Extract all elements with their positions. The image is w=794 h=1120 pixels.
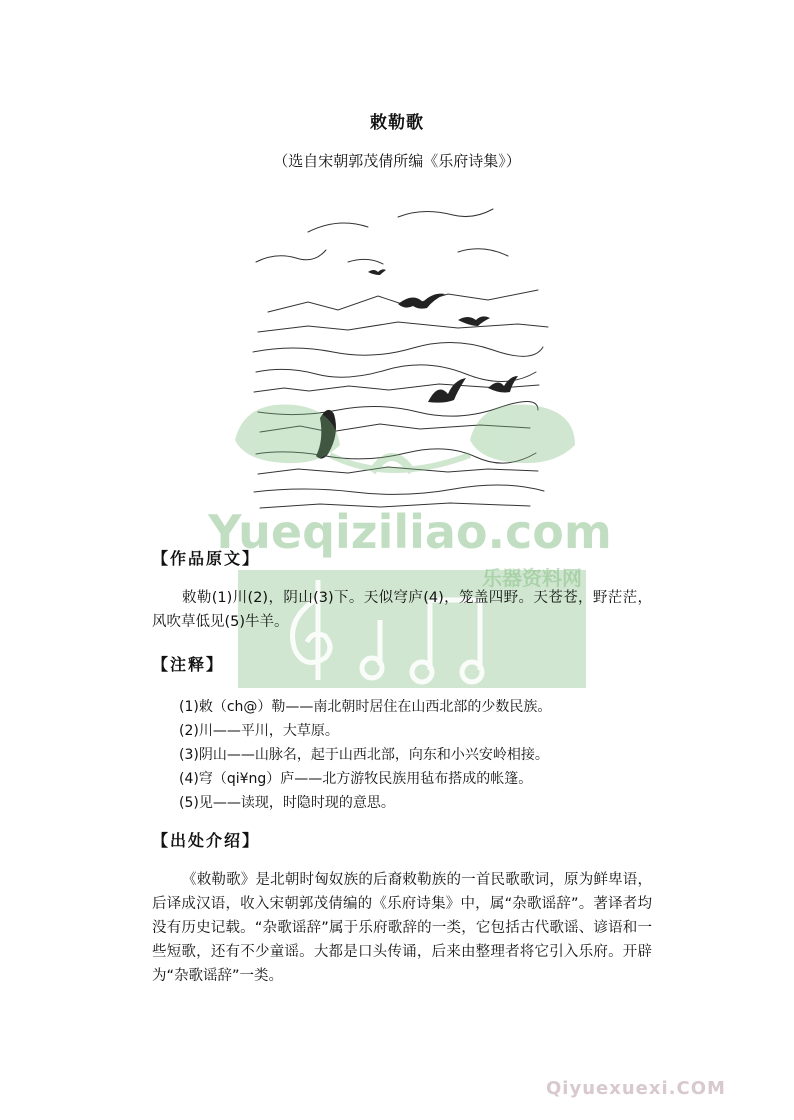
- note-item: (2)川——平川，大草原。: [179, 723, 339, 739]
- section-heading-notes: 【注释】: [152, 655, 225, 674]
- page-subtitle: （选自宋朝郭茂倩所编《乐府诗集》）: [273, 152, 521, 170]
- note-item: (3)阴山——山脉名，起于山西北部，向东和小兴安岭相接。: [179, 747, 549, 763]
- section-heading-source: 【出处介绍】: [152, 831, 261, 850]
- watermark-chinese: 乐器资料网: [482, 566, 582, 590]
- birds-grassland-illustration: [248, 192, 550, 514]
- note-item: (5)见——读现，时隐时现的意思。: [179, 795, 395, 811]
- footer-watermark: Qiyuexuexi.COM: [546, 1078, 726, 1099]
- page-title: 敕勒歌: [370, 113, 424, 133]
- note-item: (4)穹（qi¥ng）庐——北方游牧民族用毡布搭成的帐篷。: [179, 771, 533, 787]
- note-item: (1)敕（ch@）勒——南北朝时居住在山西北部的少数民族。: [179, 699, 552, 715]
- source-text: 《敕勒歌》是北朝时匈奴族的后裔敕勒族的一首民歌歌词，原为鲜卑语，后译成汉语，收入宋朝郭茂倩编的《乐府诗集》中，属“杂歌谣辞”。著译者均没有历史记载。“杂歌谣辞”属于乐府歌辞的一类，它包括古代歌谣、谚语和一些短歌，还有不少童谣。大都是口头传诵，后来由整理者将它引入乐府。开辟为“杂歌谣辞”一类。: [152, 872, 652, 984]
- watermark-latin: Yueqiziliao.com: [208, 505, 612, 559]
- original-text: 敕勒(1)川(2)，阴山(3)下。天似穹庐(4)，笼盖四野。天苍苍，野茫茫，风吹草低见(5)牛羊。: [152, 590, 652, 630]
- section-heading-original: 【作品原文】: [152, 549, 261, 568]
